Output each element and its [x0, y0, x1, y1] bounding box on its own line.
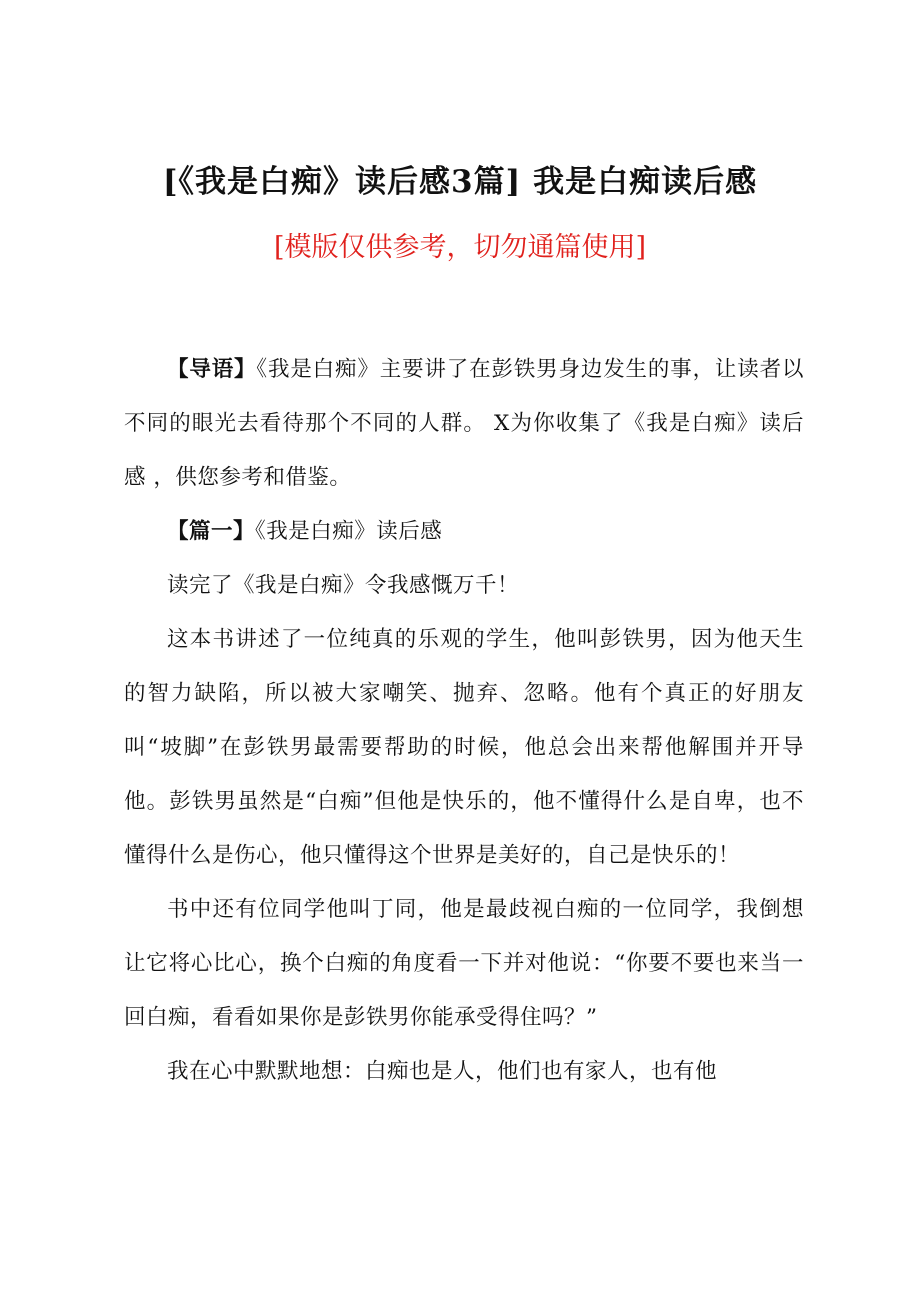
paragraph: [124, 883, 804, 1045]
paragraph-text: 读完了《我是白痴》令我感慨万千！: [167, 573, 520, 598]
document-body: [124, 343, 804, 1099]
paragraph: [124, 613, 804, 883]
paragraph-text: 书中还有位同学他叫丁同，他是最歧视白痴的一位同学，我倒想让它将心比心，换个白痴的角度看一下并对他说：“你要不要也来当一回白痴，看看如果你是彭铁男你能承受得住吗？”: [124, 897, 804, 1030]
paragraph-lead: 【导语】: [167, 357, 257, 382]
template-notice: [模版仅供参考，切勿通篇使用]: [273, 232, 647, 263]
paragraph-text: 《我是白痴》读后感: [255, 519, 443, 544]
paragraph-text: 我在心中默默地想：白痴也是人，他们也有家人，也有他: [167, 1059, 718, 1084]
paragraph-intro: [124, 343, 804, 505]
paragraph-text: 这本书讲述了一位纯真的乐观的学生，他叫彭铁男，因为他天生的智力缺陷，所以被大家嘲笑、抛弃、忽略。他有个真正的好朋友叫“坡脚”在彭铁男最需要帮助的时候，他总会出来帮他解围并开导他。彭铁男虽然是“白痴”但他是快乐的，他不懂得什么是自卑，也不懂得什么是伤心，他只懂得这个世界是美好的，自己是快乐的！: [124, 627, 804, 868]
paragraph: [124, 1045, 804, 1099]
document-title: [《我是白痴》读后感3篇] 我是白痴读后感: [162, 164, 758, 200]
paragraph-text: 《我是白痴》主要讲了在彭铁男身边发生的事，让读者以不同的眼光去看待那个不同的人群。 X为你收集了《我是白痴》读后感 ，供您参考和借鉴。: [124, 357, 804, 490]
paragraph: [124, 559, 804, 613]
paragraph-lead: 【篇一】: [167, 519, 256, 544]
paragraph-section-heading: [124, 505, 804, 559]
